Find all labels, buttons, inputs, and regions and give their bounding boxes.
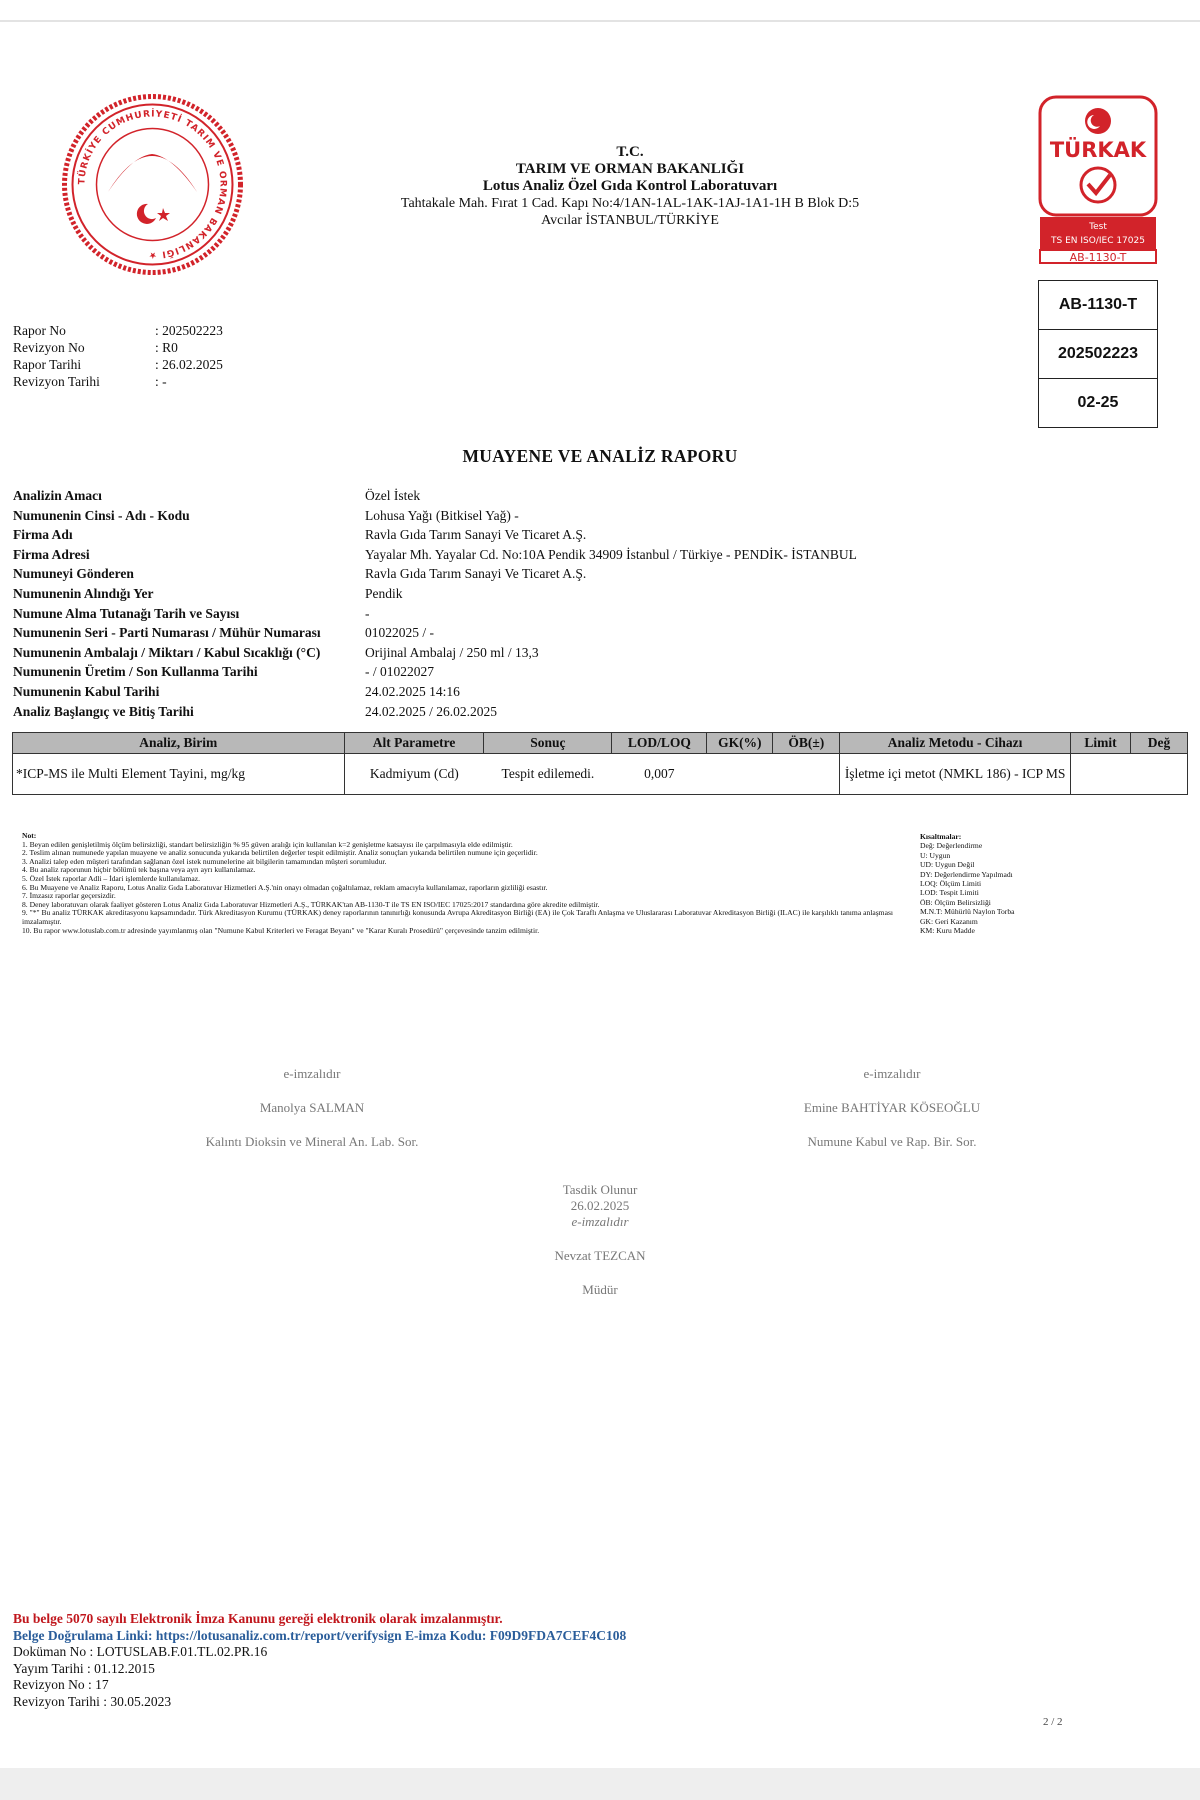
field-label: Numunenin Ambalajı / Miktarı / Kabul Sıcaklığı (°C): [13, 644, 321, 660]
abbreviations-heading: Kısaltmalar:: [920, 832, 962, 841]
revision-date-label: Revizyon Tarihi: [13, 374, 100, 389]
note-item: 6. Bu Muayene ve Analiz Raporu, Lotus Analiz Gıda Laboratuvar Hizmetleri A.Ş.'nin onayı olmadan çoğaltılamaz, reklam amacıyla kullanılamaz, raporların gizliliği esastır.: [22, 882, 548, 892]
ministry-seal-logo: [60, 92, 245, 277]
field-label: Numuneyi Gönderen: [13, 566, 134, 582]
note-item: 9. "*" Bu analiz TÜRKAK akreditasyonu kapsamındadır. Türk Akreditasyon Kurumu (TÜRKAK) deney raporlarının tanınırlığı konusunda Avrupa Akreditasyon Birliği (EA) ile Çok Taraflı Anlaşma ve Uluslararası Laboratuvar Akreditasyon Birliği (ILAC) ile karşılıklı tanıma anlaşması imzalamıştır.: [22, 908, 894, 926]
code-accreditation: AB-1130-T: [1039, 281, 1157, 330]
top-divider: [0, 20, 1200, 22]
turkak-sub2: TS EN ISO/IEC 17025: [1051, 236, 1145, 246]
pub-date: Yayım Tarihi : 01.12.2015: [13, 1660, 155, 1676]
code-date: 02-25: [1077, 394, 1119, 411]
report-date-label: Rapor Tarihi: [13, 357, 82, 372]
rev-no: Revizyon No : 17: [13, 1677, 109, 1693]
abbreviation-item: LOQ: Ölçüm Limiti: [920, 879, 982, 889]
field-value: 24.02.2025 14:16: [365, 683, 460, 699]
approval-name: Nevzat TEZCAN: [554, 1248, 646, 1263]
header-tc: T.C.: [616, 144, 644, 160]
report-info: [13, 322, 223, 390]
turkak-logo: [1038, 95, 1158, 265]
abbreviation-item: UD: Uygun Değil: [920, 860, 975, 870]
report-no-value: : 202502223: [155, 323, 223, 338]
field-row: [13, 702, 857, 722]
field-label: Numunenin Üretim / Son Kullanma Tarihi: [13, 664, 258, 680]
header-address-1: Tahtakale Mah. Fırat 1 Cad. Kapı No:4/1AN-1AL-1AK-1AJ-1A1-1H B Blok D:5: [400, 196, 860, 211]
signature-left: [152, 1066, 472, 1150]
field-label: Numunenin Alındığı Yer: [13, 585, 154, 601]
col-header: Limit: [1070, 733, 1130, 754]
abbreviation-item: GK: Geri Kazanım: [920, 916, 978, 926]
approval-status: e-imzalıdır: [571, 1214, 629, 1229]
field-label: Numunenin Seri - Parti Numarası / Mühür Numarası: [13, 625, 321, 641]
revision-no-label: Revizyon No: [13, 340, 85, 355]
cell-gk: [707, 754, 773, 795]
cell-evaluation: [1130, 754, 1187, 795]
field-row: [13, 604, 857, 624]
field-row: [13, 486, 857, 506]
field-row: [13, 682, 857, 702]
note-item: 5. Özel İstek raporlar Adli – İdari işlemlerde kullanılamaz.: [22, 873, 200, 883]
field-value: Yayalar Mh. Yayalar Cd. No:10A Pendik 34909 İstanbul / Türkiye - PENDİK- İSTANBUL: [365, 546, 857, 562]
svg-text:TÜRKAK: TÜRKAK: [1049, 138, 1147, 162]
cell-analysis: *ICP-MS ile Multi Element Tayini, mg/kg: [13, 754, 345, 795]
col-header: ÖB(±): [773, 733, 840, 754]
note-item: 8. Deney laboratuvarı olarak faaliyet gösteren Lotus Analiz Gıda Laboratuvar Hizmetleri A.Ş., TÜRKAK'tan AB-1130-T ile TS EN ISO/IEC 17025:2017 standardına göre akredite edilmiştir.: [22, 899, 600, 909]
table-header-row: [13, 733, 1188, 754]
revision-date-value: : -: [155, 374, 167, 389]
svg-text:TÜRKİYE CUMHURİYETİ TARIM VE O: TÜRKİYE CUMHURİYETİ TARIM VE ORMAN BAKANLIĞI ★: [77, 109, 228, 260]
table-row: [13, 754, 1188, 795]
col-header: Alt Parametre: [344, 733, 484, 754]
note-item: 3. Analizi talep eden müşteri tarafından sağlanan özel istek numunelerine ait bilgilerin tamamından müşteri sorumludur.: [22, 856, 387, 866]
report-no-label: Rapor No: [13, 323, 66, 338]
abbreviation-item: LOD: Tespit Limiti: [920, 888, 979, 898]
results-table: [12, 732, 1188, 795]
field-row: [13, 623, 857, 643]
cell-lod-loq: 0,007: [612, 754, 707, 795]
field-label: Analizin Amacı: [13, 488, 102, 503]
note-item: 7. İmzasız raporlar geçersizdir.: [22, 891, 116, 901]
sample-fields: [13, 486, 857, 721]
footer-block: [13, 1611, 626, 1711]
abbreviation-item: KM: Kuru Madde: [920, 926, 975, 936]
signature-status: e-imzalıdır: [283, 1066, 341, 1081]
approval-label: Tasdik Olunur: [562, 1182, 638, 1197]
abbreviation-item: U: Uygun: [920, 850, 951, 860]
notes-heading: Not:: [22, 831, 37, 840]
rev-date: Revizyon Tarihi : 30.05.2023: [13, 1693, 172, 1709]
accreditation-code-box: [1038, 280, 1158, 428]
field-value: Özel İstek: [365, 488, 421, 503]
field-row: [13, 506, 857, 526]
signature-right: [732, 1066, 1052, 1150]
header-block: [380, 144, 880, 229]
verify-link[interactable]: Belge Doğrulama Linki: https://lotusanaliz.com.tr/report/verifysign E-imza Kodu: F09D9FDA7CEF4C108: [13, 1627, 627, 1643]
header-ministry: TARIM VE ORMAN BAKANLIĞI: [515, 161, 745, 177]
cell-parameter: Kadmiyum (Cd): [344, 754, 484, 795]
approval-title: Müdür: [582, 1282, 618, 1297]
field-value: Orijinal Ambalaj / 250 ml / 13,3: [365, 644, 539, 660]
abbreviations-block: [920, 832, 1170, 935]
field-row: [13, 662, 857, 682]
col-header: Sonuç: [484, 733, 612, 754]
field-row: [13, 643, 857, 663]
cell-limit: [1070, 754, 1130, 795]
field-value: 24.02.2025 / 26.02.2025: [365, 703, 498, 719]
header-lab: Lotus Analiz Özel Gıda Kontrol Laboratuvarı: [482, 178, 778, 194]
note-item: 1. Beyan edilen genişletilmiş ölçüm belirsizliği, standart belirsizliğin % 95 güven aralığı için kullanılan k=2 genişletme katsayısı ile çarpılmasıyla elde edilmiştir.: [22, 839, 513, 849]
cell-result: Tespit edilemedi.: [484, 754, 612, 795]
field-row: [13, 584, 857, 604]
note-item: 10. Bu rapor www.lotuslab.com.tr adresinde yayımlanmış olan "Numune Kabul Kriterleri ve Feragat Beyanı" ve "Karar Kuralı Prosedürü" çerçevesinde tanzim edilmiştir.: [22, 925, 540, 935]
field-row: [13, 545, 857, 565]
field-value: Ravla Gıda Tarım Sanayi Ve Ticaret A.Ş.: [365, 566, 587, 582]
field-label: Firma Adı: [13, 527, 73, 543]
col-header: GK(%): [707, 733, 773, 754]
signature-name: Manolya SALMAN: [259, 1100, 365, 1115]
col-header: Analiz, Birim: [13, 733, 345, 754]
turkak-sub1: Test: [1089, 222, 1107, 232]
field-label: Analiz Başlangıç ve Bitiş Tarihi: [13, 703, 194, 719]
cell-method: İşletme içi metot (NMKL 186) - ICP MS: [840, 754, 1071, 795]
header-address-2: Avcılar İSTANBUL/TÜRKİYE: [541, 213, 719, 228]
field-value: -: [365, 605, 370, 621]
field-label: Numunenin Kabul Tarihi: [13, 683, 160, 699]
note-item: 4. Bu analiz raporunun hiçbir bölümü tek başına veya ayrı ayrı kullanılamaz.: [22, 865, 256, 875]
doc-no: Doküman No : LOTUSLAB.F.01.TL.02.PR.16: [13, 1644, 268, 1660]
field-label: Numunenin Cinsi - Adı - Kodu: [13, 507, 190, 523]
document-title: MUAYENE VE ANALİZ RAPORU: [462, 446, 738, 466]
col-header: Analiz Metodu - Cihazı: [840, 733, 1071, 754]
approval-block: [440, 1182, 760, 1298]
report-date-value: : 26.02.2025: [155, 357, 223, 372]
note-item: 2. Teslim alınan numunede yapılan muayene ve analiz sonucunda yukarıda belirtilen değerler tespit edilmiştir. Analiz sonuçları yukarıda belirtilen numune için geçerlidir.: [22, 848, 538, 858]
notes-block: [22, 832, 902, 935]
col-header: LOD/LOQ: [612, 733, 707, 754]
signature-title: Kalıntı Dioksin ve Mineral An. Lab. Sor.: [205, 1134, 419, 1149]
bottom-band: [0, 1768, 1200, 1800]
field-value: Lohusa Yağı (Bitkisel Yağ) -: [365, 507, 519, 523]
field-value: 01022025 / -: [365, 625, 434, 641]
col-header: Değ: [1130, 733, 1187, 754]
signature-status: e-imzalıdır: [863, 1066, 921, 1081]
cell-ob: [773, 754, 840, 795]
revision-no-value: : R0: [155, 340, 178, 355]
field-value: Pendik: [365, 585, 403, 601]
abbreviation-item: Değ: Değerlendirme: [920, 841, 983, 851]
signature-name: Emine BAHTİYAR KÖSEOĞLU: [803, 1100, 981, 1115]
abbreviation-item: DY: Değerlendirme Yapılmadı: [920, 869, 1013, 879]
abbreviation-item: M.N.T: Mühürlü Naylon Torba: [920, 907, 1015, 917]
abbreviation-item: ÖB: Ölçüm Belirsizliği: [920, 897, 991, 907]
field-row: [13, 525, 857, 545]
field-label: Numune Alma Tutanağı Tarih ve Sayısı: [13, 605, 240, 621]
turkak-code: AB-1130-T: [1069, 251, 1127, 264]
page-number: 2 / 2: [1043, 1716, 1063, 1728]
esign-notice: Bu belge 5070 sayılı Elektronik İmza Kanunu gereği elektronik olarak imzalanmıştır.: [13, 1611, 503, 1626]
field-row: [13, 564, 857, 584]
code-report-no: 202502223: [1039, 330, 1157, 379]
field-label: Firma Adresi: [13, 546, 90, 562]
signature-title: Numune Kabul ve Rap. Bir. Sor.: [807, 1134, 977, 1149]
field-value: Ravla Gıda Tarım Sanayi Ve Ticaret A.Ş.: [365, 527, 587, 543]
approval-date: 26.02.2025: [570, 1198, 630, 1213]
field-value: - / 01022027: [365, 664, 434, 680]
